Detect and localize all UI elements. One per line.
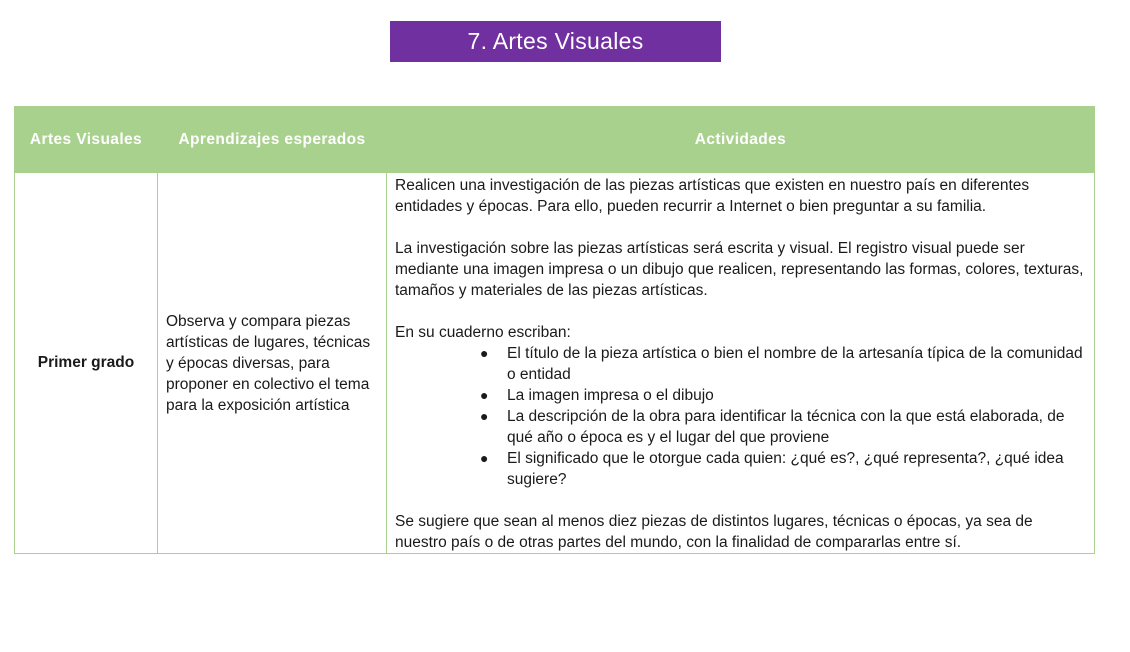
header-aprendizajes: Aprendizajes esperados [158,107,387,173]
activity-bullet-list [395,343,1086,490]
bullet-icon: ● [480,408,489,424]
list-item: ● El título de la pieza artística o bien el nombre de la artesanía típica de la comunidad o entidad [480,345,1083,383]
learning-cell: Observa y compara piezas artísticas de lugares, técnicas y épocas diversas, para proponer en colectivo el tema para la exposición artística [158,173,387,554]
header-actividades: Actividades [387,107,1095,173]
list-item: ● La imagen impresa o el dibujo [480,387,714,404]
section-title: 7. Artes Visuales [390,21,721,62]
bullet-icon: ● [480,450,489,466]
activity-paragraph-3: En su cuaderno escriban: [395,324,571,341]
activity-paragraph-2: La investigación sobre las piezas artísticas será escrita y visual. El registro visual puede ser mediante una imagen impresa o un dibujo que realicen, representando las formas, colores, texturas, tamaños y materiales de las piezas artísticas. [395,240,1084,299]
grade-cell: Primer grado [15,173,158,554]
activity-paragraph-4: Se sugiere que sean al menos diez piezas de distintos lugares, técnicas o épocas, ya sea de nuestro país o de otras partes del mundo, con la finalidad de compararlas entre sí. [395,513,1033,551]
table-row [15,173,1095,554]
list-item: ● La descripción de la obra para identificar la técnica con la que está elaborada, de qué año o época es y el lugar del que proviene [480,408,1065,446]
activities-cell [387,173,1095,554]
activities-table [14,106,1095,554]
activity-paragraph-1: Realicen una investigación de las piezas artísticas que existen en nuestro país en diferentes entidades y épocas. Para ello, pueden recurrir a Internet o bien preguntar a su familia. [395,177,1030,215]
bullet-icon: ● [480,387,489,403]
bullet-icon: ● [480,345,489,361]
list-item: ● El significado que le otorgue cada quien: ¿qué es?, ¿qué representa?, ¿qué idea sugiere? [480,450,1064,488]
table-header-row [15,107,1095,173]
header-artes-visuales: Artes Visuales [15,107,158,173]
